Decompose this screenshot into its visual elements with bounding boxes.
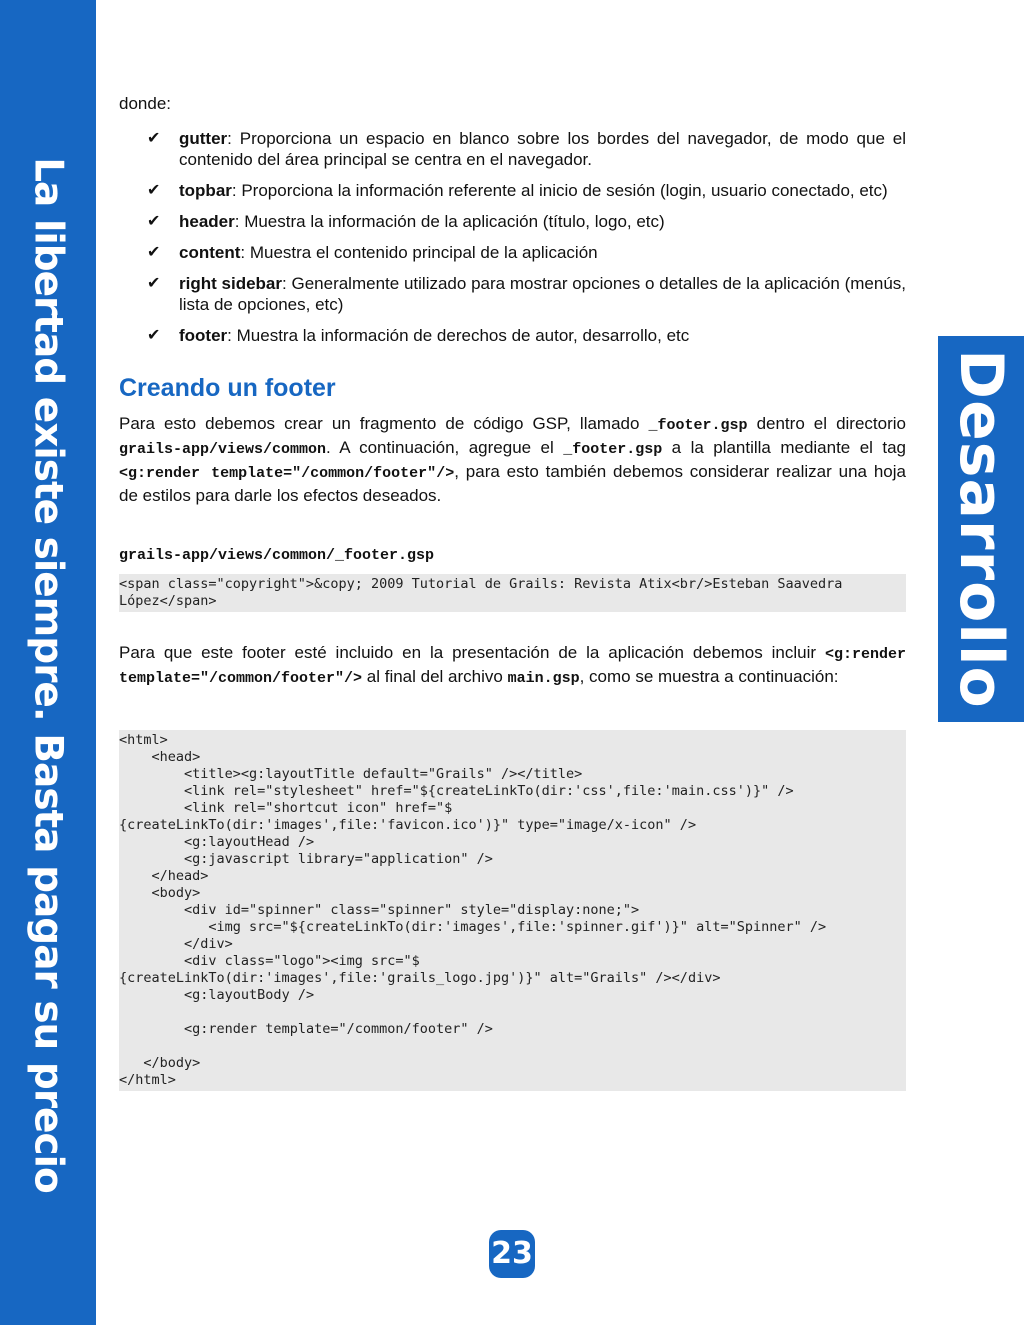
text-run: dentro el directorio: [747, 414, 906, 433]
file-label: grails-app/views/common/_footer.gsp: [119, 547, 435, 564]
page-content: [119, 94, 906, 1091]
list-item-text: : Muestra la información de derechos de autor, desarrollo, etc: [227, 326, 690, 345]
section-tab-label: Desarrollo: [946, 349, 1016, 709]
text-run: , para esto también debemos considerar realizar una hoja de estilos para darle los efectos deseados.: [119, 462, 906, 505]
list-item: [119, 273, 906, 315]
text-run: . A continuación, agregue el: [326, 438, 564, 457]
left-side-band: [0, 0, 96, 1325]
check-icon: ✔: [147, 275, 161, 292]
list-item-text: : Muestra la información de la aplicación (título, logo, etc): [234, 212, 665, 231]
list-item: [119, 325, 906, 346]
code-block-footer: <span class="copyright">&copy; 2009 Tutorial de Grails: Revista Atix<br/>Esteban Saavedra López</span>: [119, 574, 906, 612]
check-icon: ✔: [147, 213, 161, 230]
check-icon: ✔: [147, 327, 161, 344]
text-run: a la plantilla mediante el tag: [662, 438, 906, 457]
paragraph-include-footer: [119, 642, 906, 690]
text-run: Para esto debemos crear un fragmento de código GSP, llamado: [119, 414, 649, 433]
check-icon: ✔: [147, 244, 161, 261]
layout-parts-list: [119, 128, 906, 346]
text-run: Para que este footer esté incluido en la presentación de la aplicación debemos incluir: [119, 643, 825, 662]
check-icon: ✔: [147, 182, 161, 199]
check-icon: ✔: [147, 130, 161, 147]
list-item-text: : Muestra el contenido principal de la aplicación: [240, 243, 598, 262]
list-item-term: topbar: [179, 181, 232, 200]
list-item: [119, 180, 906, 201]
inline-code: _footer.gsp: [563, 441, 663, 458]
section-heading: Creando un footer: [119, 374, 336, 402]
inline-code: <g:render template="/common/footer"/>: [119, 646, 906, 687]
list-item-term: right sidebar: [179, 274, 282, 293]
list-item-text: : Proporciona la información referente al inicio de sesión (login, usuario conectado, etc): [231, 181, 888, 200]
text-run: , como se muestra a continuación:: [579, 667, 839, 686]
page-number: 23: [489, 1230, 535, 1278]
list-item-term: content: [179, 243, 241, 262]
list-item: [119, 242, 906, 263]
list-item-term: header: [179, 212, 235, 231]
text-run: al final del archivo: [362, 667, 508, 686]
code-block-main-gsp: <html> <head> <title><g:layoutTitle default="Grails" /></title> <link rel="stylesheet" href="${createLinkTo(dir:'css',file:'main.css')}" /> <link rel="shortcut icon" href="$ {createLinkTo(dir:'images',file:'favicon.ico')}" type="image/x-icon" /> <g:layoutHead /> <g:javascript library="application" /> </head> <body> <div id="spinner" class="spinner" style="display:none;"> <img src="${createLinkTo(dir:'images',file:'spinner.gif')}" alt="Spinner" /> </div> <div class="logo"><img src="$ {createLinkTo(dir:'images',file:'grails_logo.jpg')}" alt="Grails" /></div> <g:layoutBody /> <g:render template="/common/footer" /> </body> </html>: [119, 730, 906, 1091]
inline-code: <g:render template="/common/footer"/>: [119, 465, 455, 482]
side-slogan: La libertad existe siempre. Basta pagar su precio: [25, 157, 71, 1193]
inline-code: _footer.gsp: [648, 417, 748, 434]
list-item: [119, 128, 906, 170]
intro-text: donde:: [119, 94, 171, 113]
inline-code: grails-app/views/common: [119, 441, 327, 458]
list-item-text: : Generalmente utilizado para mostrar opciones o detalles de la aplicación (menús, lista de opciones, etc): [179, 274, 907, 314]
list-item-text: : Proporciona un espacio en blanco sobre los bordes del navegador, de modo que el contenido del área principal se centra en el navegador.: [179, 129, 906, 169]
list-item-term: footer: [179, 326, 228, 345]
list-item-term: gutter: [179, 129, 228, 148]
list-item: [119, 211, 906, 232]
paragraph-footer-intro: [119, 413, 906, 507]
section-tab: [938, 336, 1024, 722]
inline-code: main.gsp: [507, 670, 580, 687]
